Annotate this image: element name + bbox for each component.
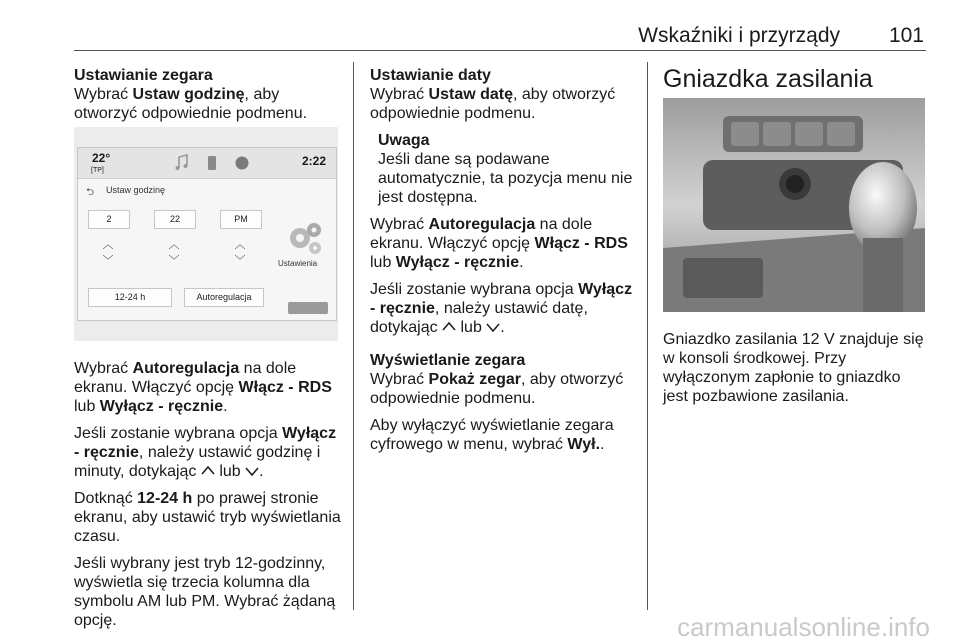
paragraph: Aby wyłączyć wyświetlanie zegara cyfrowego w menu, wybrać Wył.. bbox=[370, 417, 614, 453]
gears-icon bbox=[284, 218, 326, 260]
screen-display bbox=[77, 147, 337, 321]
music-icon bbox=[173, 154, 191, 172]
section-heading: Ustawianie zegara bbox=[74, 67, 213, 84]
header-title: Wskaźniki i przyrządy bbox=[638, 24, 840, 47]
paragraph: Wybrać Pokaż zegar, aby otworzyć odpowiednie podmenu. bbox=[370, 371, 624, 407]
paragraph: Wybrać Autoregulacja na dole ekranu. Włączyć opcję Włącz - RDS lub Wyłącz - ręcznie. bbox=[74, 360, 332, 415]
watermark: carmanualsonline.info bbox=[677, 612, 930, 642]
screen-topbar bbox=[78, 148, 336, 179]
section-heading-large: Gniazdka zasilania bbox=[663, 65, 873, 93]
temperature-label: 22° bbox=[92, 151, 111, 165]
paragraph: Wybrać Ustaw godzinę, aby otworzyć odpowiednie podmenu. bbox=[74, 86, 308, 122]
note-box bbox=[378, 131, 638, 207]
chevron-down-icon: ﹀ bbox=[102, 255, 114, 267]
chevron-up-icon: ︿ bbox=[234, 239, 246, 251]
tp-label: [TP] bbox=[91, 167, 104, 174]
paragraph: Wybrać Ustaw datę, aby otworzyć odpowiednie podmenu. bbox=[370, 86, 616, 122]
hour-field: 2 bbox=[88, 210, 130, 229]
chevron-down-icon bbox=[245, 464, 259, 478]
chevron-up-icon: ︿ bbox=[102, 239, 114, 251]
infotainment-screenshot bbox=[74, 127, 338, 341]
clock-time: 2:22 bbox=[301, 154, 326, 168]
column-clock bbox=[74, 66, 344, 131]
power-outlet-photo bbox=[663, 98, 925, 312]
back-arrow-icon: ⮌ bbox=[86, 187, 95, 198]
ampm-field: PM bbox=[220, 210, 262, 229]
button-12-24h: 12-24 h bbox=[88, 288, 172, 307]
paragraph: Dotknąć 12-24 h po prawej stronie ekranu, aby ustawić tryb wyświetlania czasu. bbox=[74, 490, 341, 545]
chevron-up-icon: ︿ bbox=[168, 239, 180, 251]
settings-label: Ustawienia bbox=[278, 259, 318, 268]
chevron-down-icon bbox=[486, 320, 500, 334]
paragraph: Gniazdko zasilania 12 V znajduje się w konsoli środkowej. Przy wyłączonym zapłonie to gniazdko jest pozbawione zasilania. bbox=[663, 331, 924, 405]
page-number: 101 bbox=[888, 24, 924, 47]
column-date bbox=[370, 66, 638, 462]
chevron-down-icon: ﹀ bbox=[234, 255, 246, 267]
chevron-up-icon bbox=[442, 320, 456, 334]
minute-field: 22 bbox=[154, 210, 196, 229]
paragraph: Wybrać Autoregulacja na dole ekranu. Włączyć opcję Włącz - RDS lub Wyłącz - ręcznie. bbox=[370, 216, 628, 271]
column-divider bbox=[647, 62, 648, 610]
collapse-handle bbox=[288, 302, 328, 314]
column-power-outlet-text bbox=[663, 330, 928, 414]
column-divider bbox=[353, 62, 354, 610]
console-illustration bbox=[663, 98, 925, 312]
chevron-down-icon: ﹀ bbox=[168, 255, 180, 267]
column-clock-continued bbox=[74, 359, 344, 638]
paragraph: Jeśli wybrany jest tryb 12-godzinny, wyświetla się trzecia kolumna dla symbolu AM lub PM. Wybrać żądaną opcję. bbox=[74, 555, 336, 629]
phone-icon bbox=[203, 154, 221, 172]
paragraph: Jeśli zostanie wybrana opcja Wyłącz - ręcznie, należy ustawić datę, dotykając lub . bbox=[370, 281, 633, 336]
chevron-up-icon bbox=[201, 464, 215, 478]
header-rule bbox=[74, 50, 926, 51]
section-heading: Wyświetlanie zegara bbox=[370, 352, 526, 369]
app-icon bbox=[233, 154, 251, 172]
note-text: Jeśli dane są podawane automatycznie, ta pozycja menu nie jest dostępna. bbox=[378, 151, 633, 206]
paragraph: Jeśli zostanie wybrana opcja Wyłącz - ręcznie, należy ustawić godzinę i minuty, dotykając lub . bbox=[74, 425, 337, 480]
note-title: Uwaga bbox=[378, 132, 430, 149]
section-heading: Ustawianie daty bbox=[370, 67, 491, 84]
button-autoregulacja: Autoregulacja bbox=[184, 288, 264, 307]
screen-subtitle: Ustaw godzinę bbox=[106, 185, 166, 195]
